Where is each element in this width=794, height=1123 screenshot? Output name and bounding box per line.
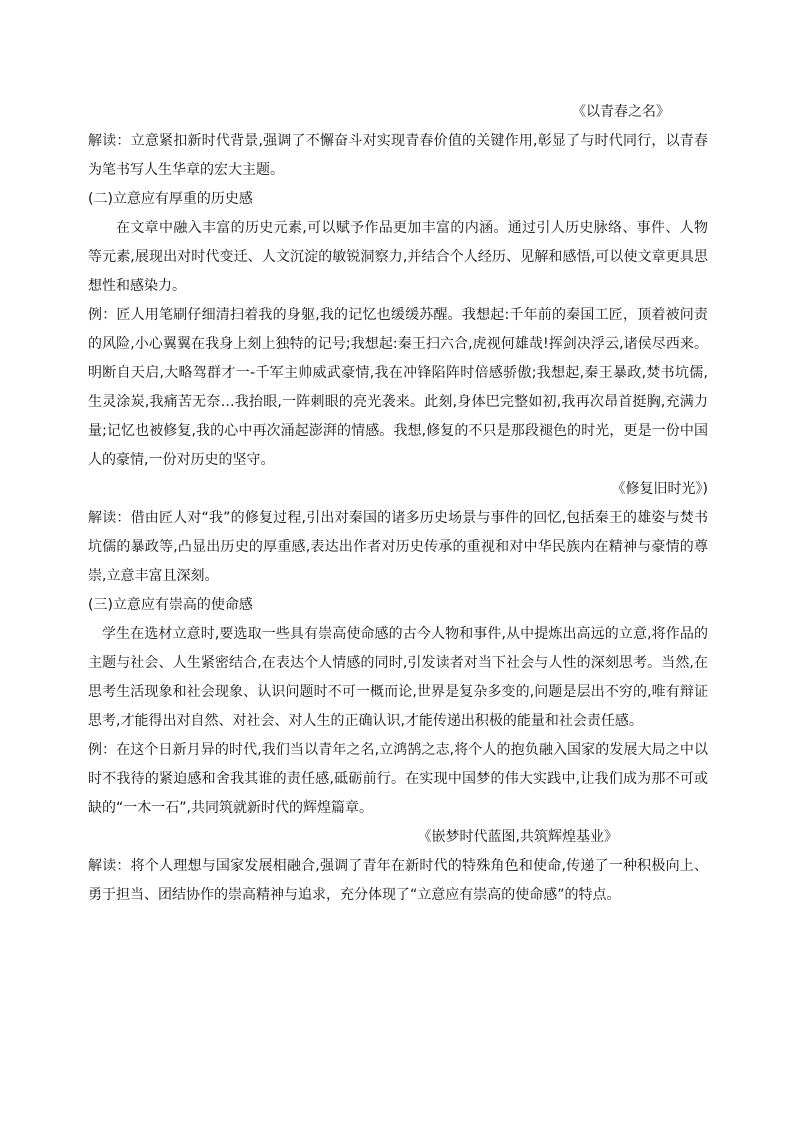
source-title: 《嵌梦时代蓝图,共筑辉煌基业》 [417, 829, 618, 845]
reading-paragraph: 解读：将个人理想与国家发展相融合,强调了青年在新时代的特殊角色和使命,传递了一种积极向上、勇于担当、团结协作的崇高精神与追求，充分体现了“立意应有崇高的使命感”的特点。 [88, 858, 708, 903]
section-heading: (三)立意应有崇高的使命感 [88, 597, 253, 613]
reading-paragraph: 解读：立意紧扣新时代背景,强调了不懈奋斗对实现青春价值的关键作用,彰显了与时代同行，以青春为笔书写人生华章的宏大主题。 [88, 133, 708, 178]
reading-paragraph: 解读：借由匠人对“我”的修复过程,引出对秦国的诸多历史场景与事件的回忆,包括秦王的雄姿与焚书坑儒的暴政等,凸显出历史的厚重感,表达出作者对历史传承的重视和对中华民族内在精神与豪情的尊崇,立意丰富且深刻。 [88, 510, 708, 584]
source-title: 《修复旧时光》) [611, 481, 708, 497]
body-paragraph: 学生在选材立意时,要选取一些具有崇高使命感的古今人物和事件,从中提炼出高远的立意,将作品的主题与社会、人生紧密结合,在表达个人情感的同时,引发读者对当下社会与人性的深刻思考。当然,在思考生活现象和社会现象、认识问题时不可一概而论,世界是复杂多变的,问题是层出不穷的,唯有辩证思考,才能得出对自然、对社会、对人生的正确认识,才能传递出积极的能量和社会责任感。 [88, 626, 708, 729]
example-paragraph: 例：匠人用笔刷仔细清扫着我的身躯,我的记忆也缓缓苏醒。我想起:千年前的秦国工匠，顶着被问责的风险,小心翼翼在我身上刻上独特的记号;我想起:秦王扫六合,虎视何雄哉!挥剑决浮云,诸侯尽西来。明断自天启,大略驾群才一-千军主帅威武豪情,我在冲锋陷阵时倍感骄傲;我想起,秦王暴政,焚书坑儒,生灵涂炭,我痛苦无奈…我抬眼,一阵刺眼的亮光袭来。此刻,身体巴完整如初,我再次昂首挺胸,充满力量;记忆也被修复,我的心中再次涌起澎湃的情感。我想,修复的不只是那段褪色的时光，更是一份中国人的豪情,一份对历史的坚守。 [88, 307, 708, 468]
source-title: 《以青春之名》 [572, 104, 670, 120]
body-paragraph: 在文章中融入丰富的历史元素,可以赋予作品更加丰富的内涵。通过引人历史脉络、事件、人物等元素,展现出对时代变迁、人文沉淀的敏锐洞察力,并结合个人经历、见解和感悟,可以使文章更具思想性和感染力。 [88, 220, 708, 294]
document-page [88, 98, 708, 910]
example-paragraph: 例：在这个日新月异的时代,我们当以青年之名,立鸿鹄之志,将个人的抱负融入国家的发展大局之中以时不我待的紧迫感和舍我其谁的责任感,砥砺前行。在实现中国梦的伟大实践中,让我们成为那不可或缺的“一木一石”,共同筑就新时代的辉煌篇章。 [88, 742, 708, 816]
section-heading: (二)立意应有厚重的历史感 [88, 191, 253, 207]
